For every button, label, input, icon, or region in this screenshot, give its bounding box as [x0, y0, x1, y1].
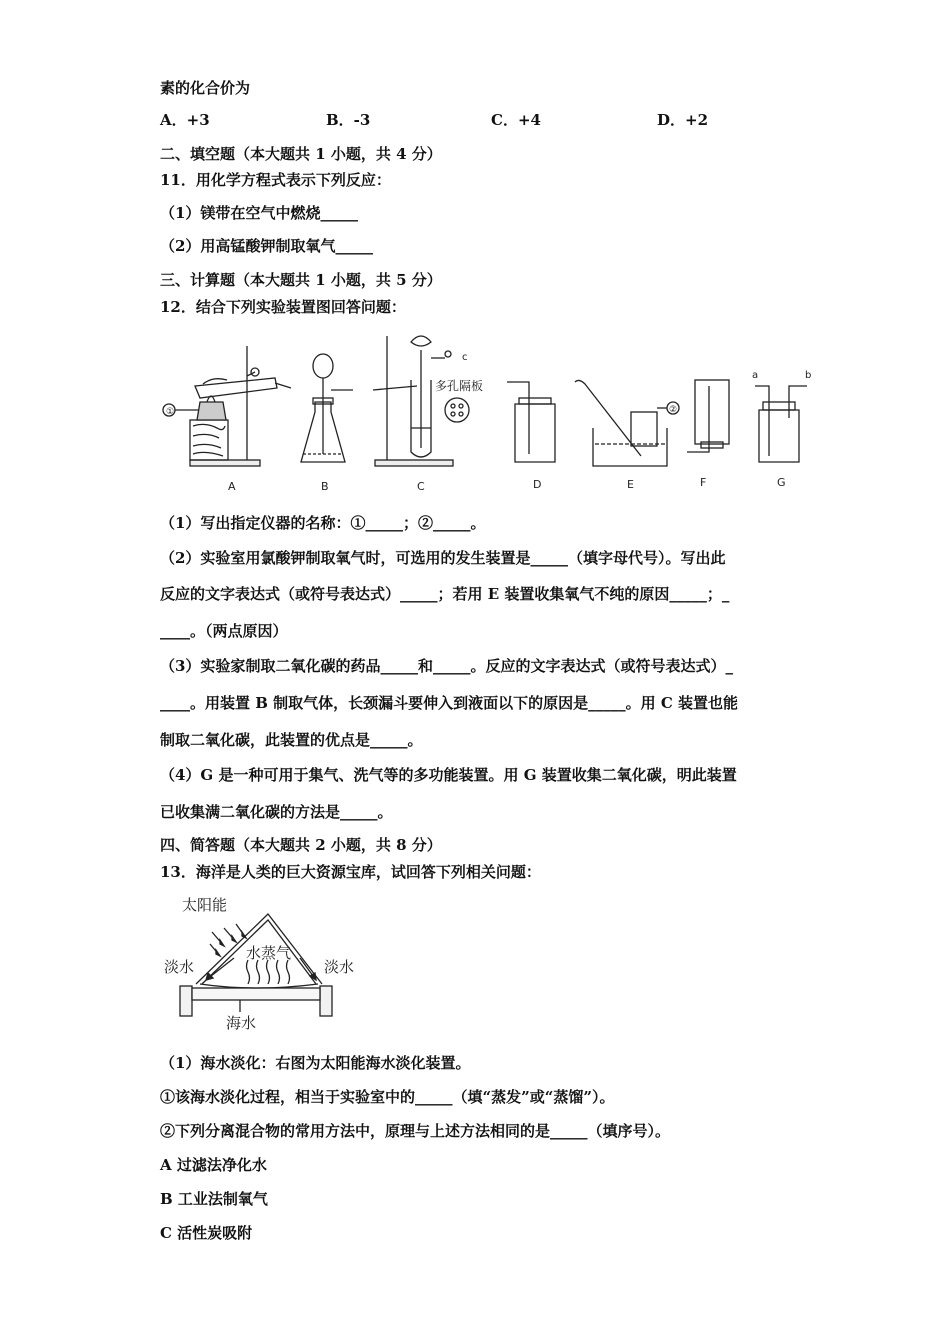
label-porous-plate: 多孔隔板 [435, 379, 484, 393]
section2-header: 二、填空题（本大题共 1 小题，共 4 分） [160, 145, 442, 163]
q10-option-a: A．+3 [160, 111, 210, 129]
q12-line1: （1）写出指定仪器的名称：①_____；②_____。 [160, 514, 486, 532]
apparatus-f [687, 380, 729, 452]
q12-line9: 已收集满二氧化碳的方法是_____。 [160, 803, 393, 821]
q12-line3: 反应的文字表达式（或符号表达式）_____；若用 E 装置收集氧气不纯的原因_____；_ [160, 585, 730, 603]
q13-part1-b: ②下列分离混合物的常用方法中，原理与上述方法相同的是_____（填序号）。 [160, 1122, 671, 1140]
q13-option-a: A 过滤法净化水 [160, 1156, 267, 1174]
label-letter-g: G [777, 476, 786, 489]
label-letter-c: C [417, 480, 425, 493]
q12-line5: （3）实验家制取二氧化碳的药品_____和_____。反应的文字表达式（或符号表达式）_ [160, 657, 733, 675]
label-c: c [462, 352, 468, 363]
q11-stem: 11．用化学方程式表示下列反应： [160, 171, 391, 189]
label-fresh-water-left: 淡水 [164, 958, 195, 976]
q10-option-c: C．+4 [491, 111, 541, 129]
vapor-arrows [247, 960, 290, 984]
apparatus-b [301, 354, 353, 462]
label-a: a [752, 370, 759, 381]
apparatus-d [507, 382, 555, 462]
solar-desalination-figure [160, 888, 370, 1036]
apparatus-a [163, 346, 291, 466]
q12-line8: （4）G 是一种可用于集气、洗气等的多功能装置。用 G 装置收集二氧化碳，明此装置 [160, 766, 737, 784]
q13-stem: 13．海洋是人类的巨大资源宝库，试回答下列相关问题： [160, 863, 541, 881]
q13-option-c: C 活性炭吸附 [160, 1224, 253, 1242]
q13-option-b: B 工业法制氧气 [160, 1190, 268, 1208]
q12-line7: 制取二氧化碳，此装置的优点是_____。 [160, 731, 423, 749]
q12-stem: 12．结合下列实验装置图回答问题： [160, 298, 406, 316]
label-sea-water: 海水 [226, 1014, 257, 1032]
label-fresh-water-right: 淡水 [324, 958, 355, 976]
label-b: b [805, 370, 812, 381]
q12-line6: ____。用装置 B 制取气体，长颈漏斗要伸入到液面以下的原因是_____。用 C 装置也能 [160, 694, 739, 712]
label-letter-e: E [627, 478, 634, 491]
label-solar-energy: 太阳能 [182, 896, 228, 914]
label-letter-a: A [228, 480, 236, 493]
q11-part2: （2）用高锰酸钾制取氧气_____ [160, 237, 373, 255]
apparatus-c [373, 336, 469, 466]
label-letter-f: F [700, 476, 707, 489]
lab-apparatus-figure [155, 328, 825, 498]
apparatus-e [575, 380, 679, 466]
marker-2: ② [669, 405, 678, 415]
q13-part1-a: ①该海水淡化过程，相当于实验室中的_____（填“蒸发”或“蒸馏”）。 [160, 1088, 615, 1106]
section3-header: 三、计算题（本大题共 1 小题，共 5 分） [160, 271, 442, 289]
q13-part1: （1）海水淡化：右图为太阳能海水淡化装置。 [160, 1054, 471, 1072]
section4-header: 四、简答题（本大题共 2 小题，共 8 分） [160, 836, 442, 854]
q10-stem-tail: 素的化合价为 [160, 79, 251, 97]
label-letter-b: B [321, 480, 329, 493]
q10-option-b: B．-3 [326, 111, 371, 129]
q12-line2: （2）实验室用氯酸钾制取氧气时，可选用的发生装置是_____（填字母代号）。写出此 [160, 549, 726, 567]
apparatus-g [755, 386, 807, 462]
q10-option-d: D．+2 [657, 111, 709, 129]
q11-part1: （1）镁带在空气中燃烧_____ [160, 204, 358, 222]
marker-1: ① [166, 407, 175, 417]
label-letter-d: D [533, 478, 542, 491]
q12-line4: ____。（两点原因） [160, 622, 288, 640]
label-water-vapor: 水蒸气 [246, 944, 292, 962]
